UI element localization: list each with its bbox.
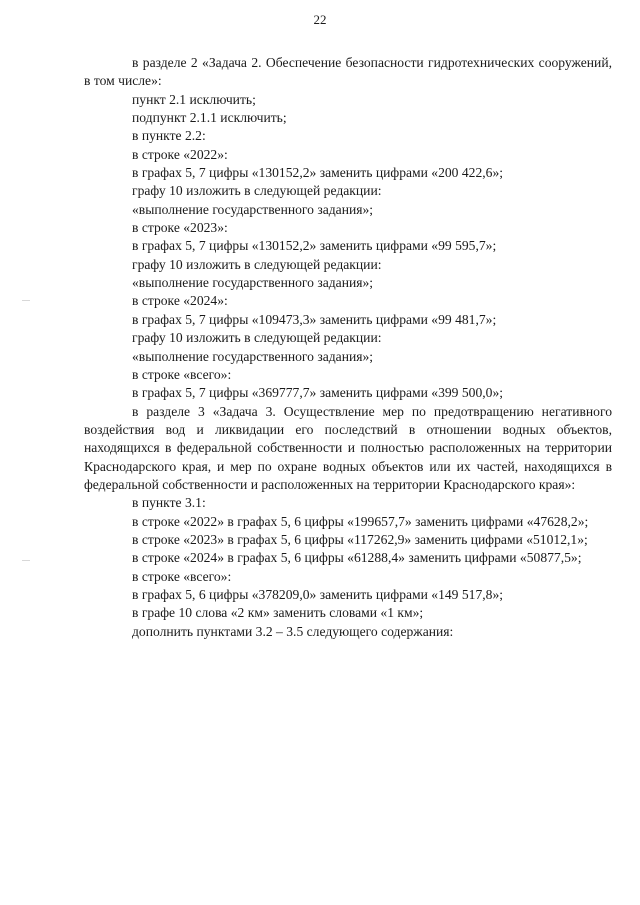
paragraph: «выполнение государственного задания»; (132, 275, 374, 291)
paragraph: в строке «2022» в графах 5, 6 цифры «199657,7» заменить цифрами «47628,2»; (132, 513, 589, 529)
paragraph: в строке «2022»: (132, 146, 228, 162)
paragraph: «выполнение государственного задания»; (132, 201, 374, 217)
document-body (84, 54, 612, 641)
paragraph: графу 10 изложить в следующей редакции: (132, 183, 382, 199)
paragraph: в строке «2023»: (132, 220, 228, 236)
paragraph: в графах 5, 7 цифры «109473,3» заменить цифрами «99 481,7»; (132, 311, 497, 327)
paragraph: в разделе 3 «Задача 3. Осуществление мер по предотвращению негативного воздействия вод и ликвидации его последствий в отношении водных объектов, находящихся в федеральной собственности и полностью расположенных на территории Краснодарского края, и мер по охране водных объектов или их частей, находящихся в федеральной собственности и расположенных на территории Краснодарского края»: (84, 403, 612, 492)
paragraph: в строке «всего»: (132, 568, 232, 584)
paragraph: в пункте 2.2: (132, 128, 206, 144)
paragraph: в разделе 2 «Задача 2. Обеспечение безопасности гидротехнических сооружений, в том числе»: (84, 55, 612, 89)
paragraph: в строке «2024» в графах 5, 6 цифры «61288,4» заменить цифрами «50877,5»; (132, 550, 582, 566)
scan-margin-mark (22, 300, 30, 301)
paragraph: графу 10 изложить в следующей редакции: (132, 256, 382, 272)
paragraph: подпункт 2.1.1 исключить; (132, 110, 287, 126)
paragraph: в пункте 3.1: (132, 495, 206, 511)
paragraph: в строке «2024»: (132, 293, 228, 309)
paragraph: «выполнение государственного задания»; (132, 348, 374, 364)
paragraph: в графах 5, 7 цифры «130152,2» заменить цифрами «200 422,6»; (132, 165, 504, 181)
paragraph: в строке «всего»: (132, 366, 232, 382)
page-number: 22 (313, 12, 327, 27)
paragraph: пункт 2.1 исключить; (132, 91, 256, 107)
scan-margin-mark (22, 560, 30, 561)
paragraph: дополнить пунктами 3.2 – 3.5 следующего содержания: (132, 623, 454, 639)
paragraph: в графах 5, 7 цифры «130152,2» заменить цифрами «99 595,7»; (132, 238, 497, 254)
paragraph: в графах 5, 6 цифры «378209,0» заменить цифрами «149 517,8»; (132, 586, 504, 602)
paragraph: в графах 5, 7 цифры «369777,7» заменить цифрами «399 500,0»; (132, 385, 504, 401)
paragraph: в строке «2023» в графах 5, 6 цифры «117262,9» заменить цифрами «51012,1»; (132, 531, 588, 547)
paragraph: графу 10 изложить в следующей редакции: (132, 330, 382, 346)
paragraph: в графе 10 слова «2 км» заменить словами «1 км»; (132, 605, 424, 621)
